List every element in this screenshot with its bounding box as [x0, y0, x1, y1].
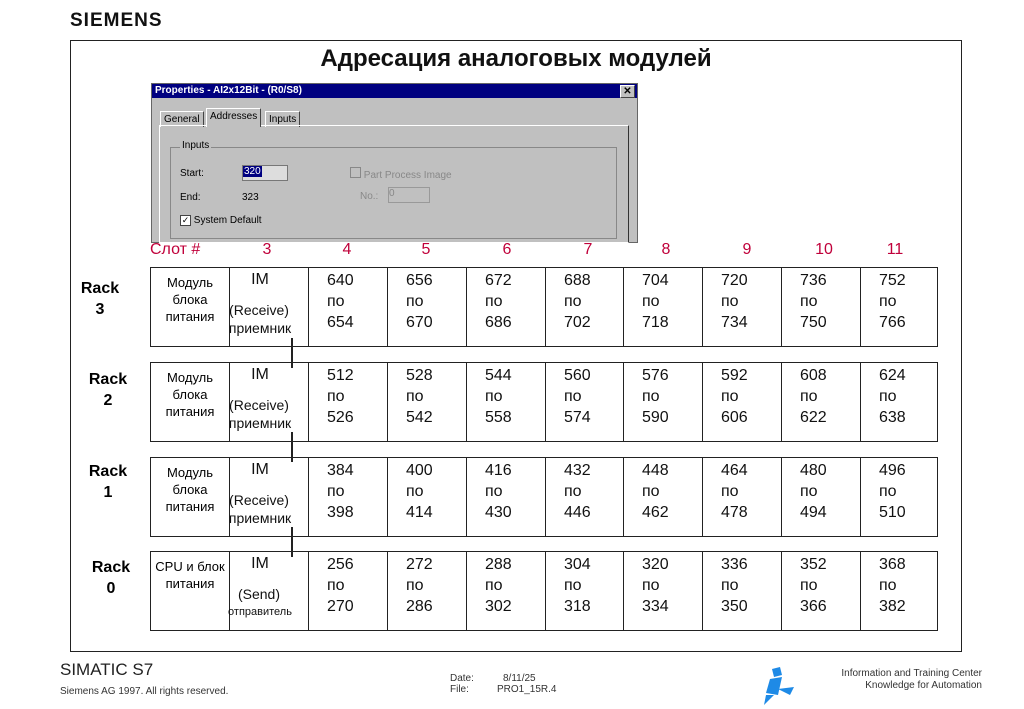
range-start: 688	[564, 272, 591, 289]
im-role: приемник	[228, 510, 292, 526]
tab-general[interactable]: General	[160, 111, 204, 127]
range-start: 496	[879, 462, 906, 479]
start-value: 320	[244, 166, 261, 177]
range-start: 400	[406, 462, 433, 479]
slot-number: 6	[502, 241, 512, 258]
range-to: по	[721, 577, 739, 594]
range-end: 638	[879, 409, 906, 426]
center-line-2: Knowledge for Automation	[865, 680, 982, 691]
address-cell	[623, 268, 702, 346]
im-cell	[229, 268, 308, 346]
dialog-titlebar	[152, 84, 637, 98]
im-label: IM	[251, 461, 269, 478]
address-cell	[781, 268, 860, 346]
slot-number: 7	[583, 241, 593, 258]
range-start: 336	[721, 556, 748, 573]
address-cell	[623, 552, 702, 630]
start-input[interactable]	[242, 165, 288, 181]
address-cell	[466, 268, 545, 346]
range-to: по	[879, 483, 897, 500]
range-to: по	[879, 388, 897, 405]
im-mode: (Receive)	[229, 397, 289, 413]
im-cell	[229, 363, 308, 441]
range-end: 430	[485, 504, 512, 521]
rack-label	[83, 461, 133, 503]
range-to: по	[879, 577, 897, 594]
dialog-title: Properties - AI2x12Bit - (R0/S8)	[155, 85, 302, 96]
rack-row	[150, 362, 938, 442]
address-cell	[545, 268, 624, 346]
range-start: 736	[800, 272, 827, 289]
rack-name: Rack	[80, 280, 120, 297]
slot-number: 3	[262, 241, 272, 258]
im-connector	[291, 338, 293, 368]
rack-name: Rack	[88, 463, 128, 480]
rack-label	[75, 278, 125, 320]
im-role: отправитель	[228, 606, 292, 618]
address-cell	[545, 458, 624, 536]
address-cell	[702, 552, 781, 630]
group-label: Inputs	[182, 140, 210, 151]
range-end: 270	[327, 598, 354, 615]
range-end: 366	[800, 598, 827, 615]
end-label: End:	[180, 192, 201, 203]
system-default-label: System Default	[193, 215, 262, 226]
power-supply-cell: Модуль блока питания	[165, 465, 215, 514]
range-start: 576	[642, 367, 669, 384]
address-cell	[466, 363, 545, 441]
range-to: по	[642, 388, 660, 405]
range-end: 590	[642, 409, 669, 426]
slot-header-label: Слот #	[150, 241, 201, 258]
range-to: по	[800, 388, 818, 405]
im-label: IM	[251, 271, 269, 288]
tab-addresses[interactable]: Addresses	[206, 108, 261, 127]
part-process-image-checkbox[interactable]	[350, 167, 452, 181]
range-end: 606	[721, 409, 748, 426]
end-value: 323	[242, 192, 259, 203]
address-cell	[308, 458, 387, 536]
address-cell	[860, 363, 939, 441]
power-supply-cell: CPU и блок питания	[155, 559, 225, 591]
no-label: No.:	[360, 191, 379, 202]
range-end: 574	[564, 409, 591, 426]
range-start: 608	[800, 367, 827, 384]
address-cell	[466, 552, 545, 630]
range-start: 720	[721, 272, 748, 289]
range-end: 766	[879, 314, 906, 331]
range-to: по	[406, 293, 424, 310]
system-default-checkbox[interactable]: ✓ System Default	[181, 215, 262, 226]
range-to: по	[485, 388, 503, 405]
range-to: по	[879, 293, 897, 310]
slot-number: 10	[815, 241, 833, 258]
range-to: по	[721, 483, 739, 500]
range-start: 464	[721, 462, 748, 479]
address-cell	[545, 552, 624, 630]
copyright: Siemens AG 1997. All rights reserved.	[60, 686, 229, 697]
no-value: 0	[389, 188, 395, 199]
range-to: по	[327, 293, 345, 310]
training-center-logo-icon	[760, 665, 802, 707]
range-start: 320	[642, 556, 669, 573]
range-end: 510	[879, 504, 906, 521]
address-cell	[387, 458, 466, 536]
range-to: по	[406, 577, 424, 594]
date-value: 8/11/25	[503, 673, 536, 684]
range-start: 480	[800, 462, 827, 479]
range-to: по	[406, 388, 424, 405]
range-end: 446	[564, 504, 591, 521]
address-cell	[781, 458, 860, 536]
range-end: 702	[564, 314, 591, 331]
range-start: 640	[327, 272, 354, 289]
range-start: 512	[327, 367, 354, 384]
range-start: 624	[879, 367, 906, 384]
address-cell	[387, 268, 466, 346]
file-label: File:	[450, 684, 469, 695]
rack-name: Rack	[88, 371, 128, 388]
range-end: 526	[327, 409, 354, 426]
range-to: по	[485, 293, 503, 310]
siemens-logo: SIEMENS	[70, 10, 163, 31]
range-start: 416	[485, 462, 512, 479]
im-cell	[229, 552, 308, 630]
rack-row	[150, 551, 938, 631]
range-end: 318	[564, 598, 591, 615]
range-to: по	[564, 388, 582, 405]
range-to: по	[485, 577, 503, 594]
im-connector	[291, 527, 293, 557]
power-supply-cell: Модуль блока питания	[165, 370, 215, 419]
range-end: 494	[800, 504, 827, 521]
range-start: 528	[406, 367, 433, 384]
range-start: 288	[485, 556, 512, 573]
address-cell	[387, 552, 466, 630]
address-cell	[623, 363, 702, 441]
range-end: 286	[406, 598, 433, 615]
range-end: 398	[327, 504, 354, 521]
range-to: по	[564, 483, 582, 500]
range-start: 704	[642, 272, 669, 289]
range-start: 256	[327, 556, 354, 573]
address-cell	[623, 458, 702, 536]
page-title: Адресация аналоговых модулей	[320, 45, 712, 72]
address-cell	[860, 552, 939, 630]
address-cell	[308, 552, 387, 630]
properties-dialog	[151, 83, 638, 243]
address-cell	[308, 268, 387, 346]
part-process-image-label: Part Process Image	[363, 170, 452, 181]
range-start: 752	[879, 272, 906, 289]
range-start: 448	[642, 462, 669, 479]
im-role: приемник	[228, 320, 292, 336]
address-cell	[702, 363, 781, 441]
rack-name: Rack	[91, 559, 131, 576]
range-to: по	[642, 483, 660, 500]
range-end: 334	[642, 598, 669, 615]
rack-label	[83, 369, 133, 411]
address-cell	[308, 363, 387, 441]
no-spinner[interactable]	[388, 187, 430, 203]
slot-number: 11	[886, 241, 904, 258]
range-start: 368	[879, 556, 906, 573]
range-end: 750	[800, 314, 827, 331]
range-start: 272	[406, 556, 433, 573]
range-end: 718	[642, 314, 669, 331]
address-cell	[702, 458, 781, 536]
range-start: 560	[564, 367, 591, 384]
date-label: Date:	[450, 673, 474, 684]
close-icon[interactable]: ✕	[620, 85, 635, 98]
start-label: Start:	[180, 168, 204, 179]
range-start: 672	[485, 272, 512, 289]
range-end: 542	[406, 409, 433, 426]
range-end: 350	[721, 598, 748, 615]
slot-number: 5	[421, 241, 431, 258]
training-center	[800, 668, 982, 692]
center-line-1: Information and Training Center	[841, 668, 982, 679]
rack-row	[150, 457, 938, 537]
range-to: по	[642, 577, 660, 594]
range-end: 734	[721, 314, 748, 331]
range-to: по	[800, 483, 818, 500]
range-end: 654	[327, 314, 354, 331]
rack-label	[86, 557, 136, 599]
range-to: по	[721, 293, 739, 310]
range-end: 478	[721, 504, 748, 521]
im-cell	[229, 458, 308, 536]
range-to: по	[642, 293, 660, 310]
slot-number: 8	[661, 241, 671, 258]
range-start: 592	[721, 367, 748, 384]
range-to: по	[406, 483, 424, 500]
im-label: IM	[251, 555, 269, 572]
range-to: по	[327, 577, 345, 594]
range-start: 304	[564, 556, 591, 573]
range-to: по	[485, 483, 503, 500]
rack-number: 1	[103, 484, 113, 501]
range-end: 414	[406, 504, 433, 521]
address-cell	[387, 363, 466, 441]
range-to: по	[564, 293, 582, 310]
range-to: по	[327, 388, 345, 405]
range-start: 544	[485, 367, 512, 384]
tab-inputs[interactable]: Inputs	[265, 111, 300, 127]
slot-number: 4	[342, 241, 352, 258]
im-mode: (Receive)	[229, 302, 289, 318]
range-end: 302	[485, 598, 512, 615]
address-cell	[860, 268, 939, 346]
address-cell	[781, 552, 860, 630]
range-to: по	[327, 483, 345, 500]
range-start: 352	[800, 556, 827, 573]
im-mode: (Receive)	[229, 492, 289, 508]
range-to: по	[721, 388, 739, 405]
address-cell	[781, 363, 860, 441]
rack-number: 3	[95, 301, 105, 318]
range-start: 432	[564, 462, 591, 479]
product-name: SIMATIC S7	[60, 660, 154, 679]
range-end: 622	[800, 409, 827, 426]
range-to: по	[564, 577, 582, 594]
rack-number: 2	[103, 392, 113, 409]
address-cell	[545, 363, 624, 441]
file-value: PRO1_15R.4	[497, 684, 557, 695]
slot-number: 9	[742, 241, 752, 258]
range-end: 686	[485, 314, 512, 331]
rack-number: 0	[106, 580, 116, 597]
address-cell	[466, 458, 545, 536]
address-cell	[860, 458, 939, 536]
power-supply-cell: Модуль блока питания	[165, 275, 215, 324]
range-end: 670	[406, 314, 433, 331]
range-start: 656	[406, 272, 433, 289]
range-end: 558	[485, 409, 512, 426]
range-end: 382	[879, 598, 906, 615]
range-start: 384	[327, 462, 354, 479]
im-role: приемник	[228, 415, 292, 431]
range-to: по	[800, 577, 818, 594]
rack-row	[150, 267, 938, 347]
im-connector	[291, 432, 293, 462]
im-label: IM	[251, 366, 269, 383]
range-to: по	[800, 293, 818, 310]
im-mode: (Send)	[237, 586, 281, 602]
address-cell	[702, 268, 781, 346]
range-end: 462	[642, 504, 669, 521]
